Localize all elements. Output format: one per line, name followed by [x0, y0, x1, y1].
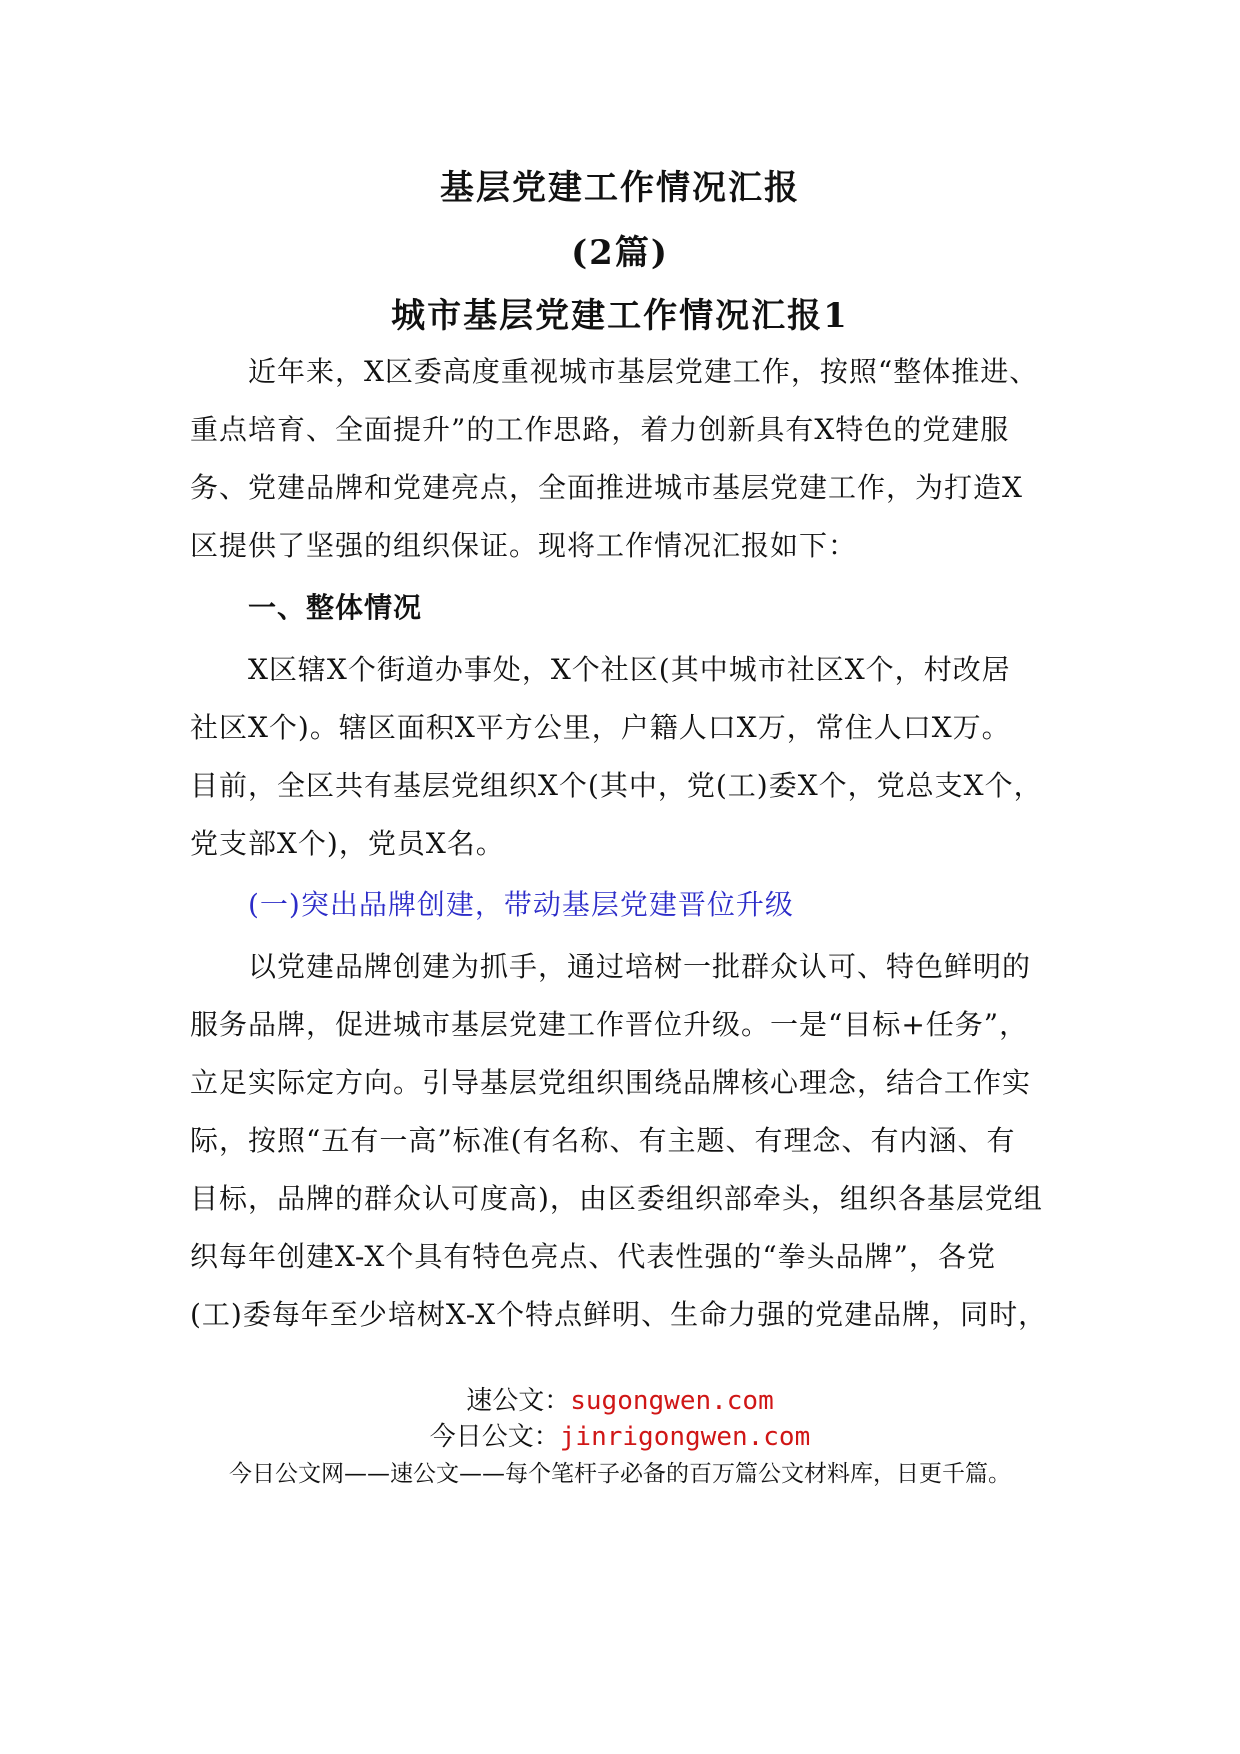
overall-line: 目前，全区共有基层党组织X个(其中，党(工)委X个，党总支X个， — [190, 769, 1043, 802]
subheading-brand: (一)突出品牌创建，带动基层党建晋位升级 — [248, 888, 794, 921]
brand-line: 以党建品牌创建为抓手，通过培树一批群众认可、特色鲜明的 — [248, 950, 1032, 983]
intro-line: 务、党建品牌和党建亮点，全面推进城市基层党建工作，为打造X — [190, 471, 1023, 504]
overall-line: 社区X个)。辖区面积X平方公里，户籍人口X万，常住人口X万。 — [190, 711, 1011, 744]
footer-line-sugongwen — [0, 1380, 1240, 1417]
brand-line: 服务品牌，促进城市基层党建工作晋位升级。一是“目标+任务”， — [190, 1008, 1029, 1041]
footer-label: 速公文： — [466, 1386, 571, 1416]
document-subtitle: (2篇) — [571, 233, 669, 273]
footer-link-jinrigongwen[interactable]: jinrigongwen.com — [559, 1422, 811, 1452]
footer-tagline: 今日公文网——速公文——每个笔杆子必备的百万篇公文材料库，日更千篇。 — [229, 1461, 1011, 1487]
heading-overall: 一、整体情况 — [248, 591, 423, 624]
section-title: 城市基层党建工作情况汇报1 — [391, 296, 849, 336]
footer-line-jinrigongwen — [0, 1416, 1240, 1453]
brand-line: 目标，品牌的群众认可度高)，由区委组织部牵头，组织各基层党组 — [190, 1182, 1043, 1215]
intro-line: 区提供了坚强的组织保证。现将工作情况汇报如下： — [190, 529, 858, 562]
intro-line: 重点培育、全面提升”的工作思路，着力创新具有X特色的党建服 — [190, 413, 1010, 446]
footer-label: 今日公文： — [429, 1422, 560, 1452]
footer-link-sugongwen[interactable]: sugongwen.com — [570, 1386, 774, 1416]
overall-line: X区辖X个街道办事处，X个社区(其中城市社区X个，村改居 — [248, 653, 1011, 686]
brand-line: 织每年创建X-X个具有特色亮点、代表性强的“拳头品牌”，各党 — [190, 1240, 996, 1273]
overall-line: 党支部X个)，党员X名。 — [190, 827, 505, 860]
brand-line: 立足实际定方向。引导基层党组织围绕品牌核心理念，结合工作实 — [190, 1066, 1032, 1099]
brand-line: 际，按照“五有一高”标准(有名称、有主题、有理念、有内涵、有 — [190, 1124, 1016, 1157]
document-title: 基层党建工作情况汇报 — [440, 168, 800, 208]
intro-line: 近年来，X区委高度重视城市基层党建工作，按照“整体推进、 — [248, 355, 1039, 388]
brand-line: (工)委每年至少培树X-X个特点鲜明、生命力强的党建品牌，同时， — [190, 1298, 1048, 1331]
